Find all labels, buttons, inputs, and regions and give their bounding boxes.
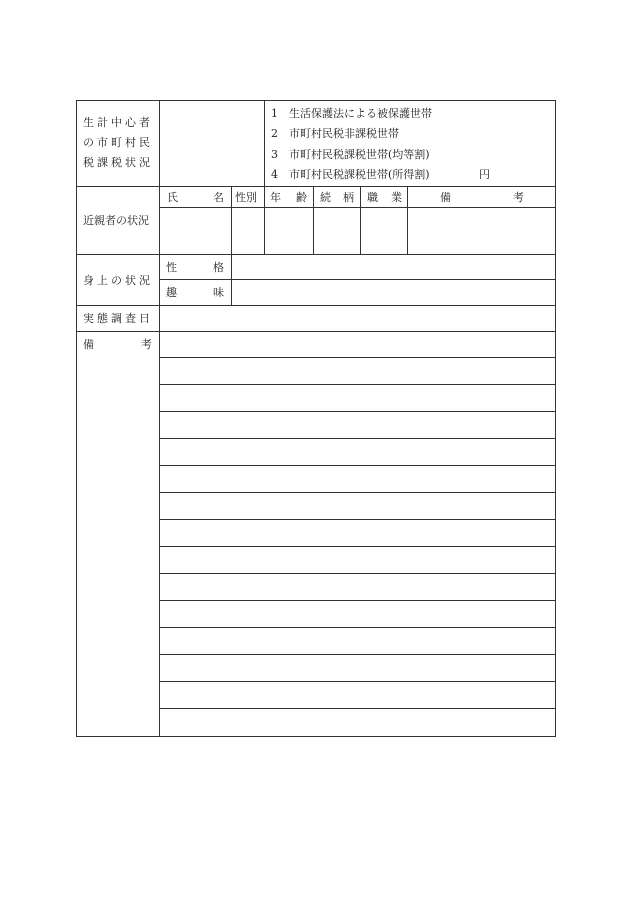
option-text: 市町村民税非課税世帯 bbox=[289, 127, 399, 140]
survey-date-field[interactable] bbox=[160, 306, 555, 331]
column-remarks-char-2: 考 bbox=[513, 191, 524, 204]
column-occupation-char-1: 職 bbox=[367, 191, 378, 204]
household-label-line-2: の市町村民 bbox=[83, 136, 153, 149]
option-number: 3 bbox=[271, 148, 278, 161]
personality-label-char-2: 格 bbox=[213, 261, 224, 274]
remarks-label-char-2: 考 bbox=[141, 338, 152, 351]
column-age-char-1: 年 bbox=[270, 191, 281, 204]
relative-remarks-field[interactable] bbox=[408, 208, 555, 254]
household-label-line-1: 生計中心者 bbox=[83, 116, 153, 129]
yen-unit-label: 円 bbox=[479, 168, 490, 181]
column-age-char-2: 齢 bbox=[296, 191, 307, 204]
relative-name-field[interactable] bbox=[160, 208, 231, 254]
hobby-label-char-1: 趣 bbox=[166, 286, 177, 299]
personal-label: 身上の状況 bbox=[83, 274, 153, 287]
household-column-divider bbox=[264, 100, 265, 187]
relatives-label: 近親者の状況 bbox=[83, 214, 149, 227]
option-number: 1 bbox=[271, 107, 278, 120]
hobby-field[interactable] bbox=[232, 280, 555, 305]
remarks-label-char-1: 備 bbox=[83, 338, 94, 351]
table-border-right bbox=[555, 100, 556, 737]
option-number: 4 bbox=[271, 168, 278, 181]
option-text: 市町村民税課税世帯(均等割) bbox=[289, 148, 430, 161]
option-text: 市町村民税課税世帯(所得割) bbox=[289, 168, 430, 181]
relative-occupation-field[interactable] bbox=[361, 208, 407, 254]
table-border-bottom bbox=[76, 736, 556, 737]
relative-age-field[interactable] bbox=[265, 208, 313, 254]
relative-relation-field[interactable] bbox=[314, 208, 360, 254]
column-relation-char-2: 柄 bbox=[343, 191, 354, 204]
column-relation-char-1: 続 bbox=[320, 191, 331, 204]
column-name-char-2: 名 bbox=[213, 191, 224, 204]
hobby-label-char-2: 味 bbox=[213, 286, 224, 299]
remarks-field[interactable] bbox=[160, 332, 555, 736]
personality-field[interactable] bbox=[232, 255, 555, 279]
household-label-line-3: 税課税状況 bbox=[83, 156, 153, 169]
column-occupation-char-2: 業 bbox=[391, 191, 402, 204]
option-number: 2 bbox=[271, 127, 278, 140]
column-remarks-char-1: 備 bbox=[440, 191, 451, 204]
column-name-char-1: 氏 bbox=[167, 191, 178, 204]
table-border-left bbox=[76, 100, 77, 737]
relative-sex-field[interactable] bbox=[232, 208, 264, 254]
survey-date-label: 実態調査日 bbox=[83, 312, 153, 325]
personality-label-char-1: 性 bbox=[166, 261, 177, 274]
household-entry-field[interactable] bbox=[160, 101, 264, 186]
option-text: 生活保護法による被保護世帯 bbox=[289, 107, 432, 120]
row-divider bbox=[76, 186, 556, 187]
column-sex: 性別 bbox=[235, 191, 257, 204]
table-border-top bbox=[76, 100, 556, 101]
